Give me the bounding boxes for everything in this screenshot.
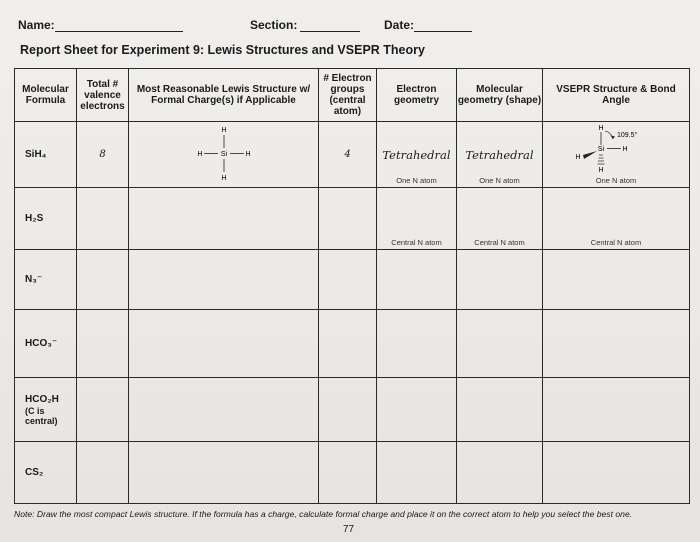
- vsepr-cell[interactable]: [543, 188, 690, 250]
- formula-cell: [15, 442, 77, 504]
- formula-cell: [15, 188, 77, 250]
- lewis-atom-top: H: [220, 127, 227, 134]
- table-row: [15, 378, 690, 442]
- vsepr-cell[interactable]: [543, 442, 690, 504]
- groups-cell[interactable]: 4: [319, 122, 377, 188]
- report-table: [14, 68, 690, 504]
- groups-cell[interactable]: [319, 250, 377, 310]
- vsepr-cell[interactable]: [543, 378, 690, 442]
- valence-cell[interactable]: [77, 442, 129, 504]
- page-title: Report Sheet for Experiment 9: Lewis Structures and VSEPR Theory: [20, 43, 425, 57]
- col-header-electron-geometry: Electron geometry: [377, 69, 457, 122]
- electron-geometry-cell[interactable]: [377, 188, 457, 250]
- table-row: [15, 188, 690, 250]
- valence-cell[interactable]: [77, 310, 129, 378]
- date-field[interactable]: [414, 31, 472, 32]
- groups-cell[interactable]: [319, 378, 377, 442]
- sih4-lewis-structure: [174, 122, 274, 184]
- page-number: 77: [343, 524, 355, 535]
- name-field[interactable]: [55, 31, 183, 32]
- molecular-geometry-cell[interactable]: [457, 378, 543, 442]
- date-label: Date:: [384, 18, 415, 32]
- lewis-cell[interactable]: [129, 378, 319, 442]
- molecular-geometry-cell[interactable]: [457, 310, 543, 378]
- lewis-atom-left: H: [196, 151, 203, 158]
- cell-label: Central N atom: [590, 238, 642, 247]
- section-label: Section:: [250, 18, 298, 32]
- lewis-cell[interactable]: [129, 310, 319, 378]
- formula-text: HCO₂H: [25, 393, 59, 405]
- col-header-lewis: Most Reasonable Lewis Structure w/ Formal Charge(s) if Applicable: [129, 69, 319, 122]
- footer-note: Note: Draw the most compact Lewis structure. If the formula has a charge, calculate formal charge and place it on the correct atom to help you select the best one.: [14, 509, 633, 519]
- groups-cell[interactable]: [319, 188, 377, 250]
- col-header-groups: # Electron groups (central atom): [319, 69, 377, 122]
- cell-label: One N atom: [396, 176, 437, 185]
- electron-geometry-cell[interactable]: [377, 250, 457, 310]
- lewis-cell[interactable]: [129, 122, 319, 188]
- table-row: [15, 122, 690, 188]
- dash-bond: [598, 155, 605, 164]
- vsepr-atom-right: H: [622, 146, 628, 153]
- electron-geometry-answer: Tetrahedral: [382, 147, 451, 162]
- electron-geometry-cell[interactable]: [377, 310, 457, 378]
- lewis-cell[interactable]: [129, 442, 319, 504]
- header-row: [15, 69, 690, 122]
- cell-label: Central N atom: [391, 238, 442, 247]
- lewis-atom-bottom: H: [220, 175, 227, 182]
- wedge-bond: [583, 151, 597, 159]
- formula-text: HCO₃⁻: [25, 338, 58, 349]
- formula-text: N₃⁻: [25, 274, 43, 285]
- table-row: [15, 250, 690, 310]
- col-header-valence: Total # valence electrons: [77, 69, 129, 122]
- formula-cell: [15, 378, 77, 442]
- cell-label: One N atom: [595, 176, 637, 185]
- formula-cell: [15, 250, 77, 310]
- vsepr-atom-left: H: [575, 154, 581, 161]
- molecular-geometry-cell[interactable]: [457, 250, 543, 310]
- formula-text: SiH₄: [25, 149, 47, 160]
- formula-text: H₂S: [25, 213, 44, 224]
- lewis-cell[interactable]: [129, 250, 319, 310]
- formula-text: CS₂: [25, 467, 44, 478]
- molecular-geometry-cell[interactable]: [457, 122, 543, 188]
- valence-cell[interactable]: [77, 250, 129, 310]
- col-header-formula: Molecular Formula: [15, 69, 77, 122]
- cell-label: One N atom: [479, 176, 520, 185]
- groups-cell[interactable]: [319, 310, 377, 378]
- valence-cell[interactable]: 8: [77, 122, 129, 188]
- electron-geometry-cell[interactable]: [377, 378, 457, 442]
- arrow-head-icon: [611, 136, 616, 140]
- bond-angle-label: 109.5°: [617, 132, 638, 139]
- lewis-atom-center: Si: [220, 151, 227, 158]
- vsepr-atom-bottom: H: [598, 167, 604, 174]
- col-header-vsepr: VSEPR Structure & Bond Angle: [543, 69, 690, 122]
- valence-cell[interactable]: [77, 188, 129, 250]
- groups-cell[interactable]: [319, 442, 377, 504]
- sih4-vsepr-structure: [561, 123, 671, 175]
- molecular-geometry-cell[interactable]: [457, 188, 543, 250]
- valence-cell[interactable]: [77, 378, 129, 442]
- table-row: [15, 442, 690, 504]
- electron-geometry-cell[interactable]: [377, 442, 457, 504]
- vsepr-cell[interactable]: [543, 122, 690, 188]
- molecular-geometry-cell[interactable]: [457, 442, 543, 504]
- col-header-molecular-geometry: Molecular geometry (shape): [457, 69, 543, 122]
- lewis-cell[interactable]: [129, 188, 319, 250]
- vsepr-cell[interactable]: [543, 250, 690, 310]
- formula-cell: [15, 122, 77, 188]
- lewis-atom-right: H: [244, 151, 251, 158]
- electron-geometry-cell[interactable]: [377, 122, 457, 188]
- bond-angle-arc: [605, 131, 613, 139]
- formula-note: (C is central): [25, 405, 58, 426]
- vsepr-cell[interactable]: [543, 310, 690, 378]
- cell-label: Central N atom: [474, 238, 525, 247]
- vsepr-atom-top: H: [598, 125, 604, 132]
- formula-cell: [15, 310, 77, 378]
- molecular-geometry-answer: Tetrahedral: [465, 147, 534, 162]
- table-row: [15, 310, 690, 378]
- name-label: Name:: [18, 18, 55, 32]
- section-field[interactable]: [300, 31, 360, 32]
- vsepr-atom-center: Si: [597, 146, 605, 153]
